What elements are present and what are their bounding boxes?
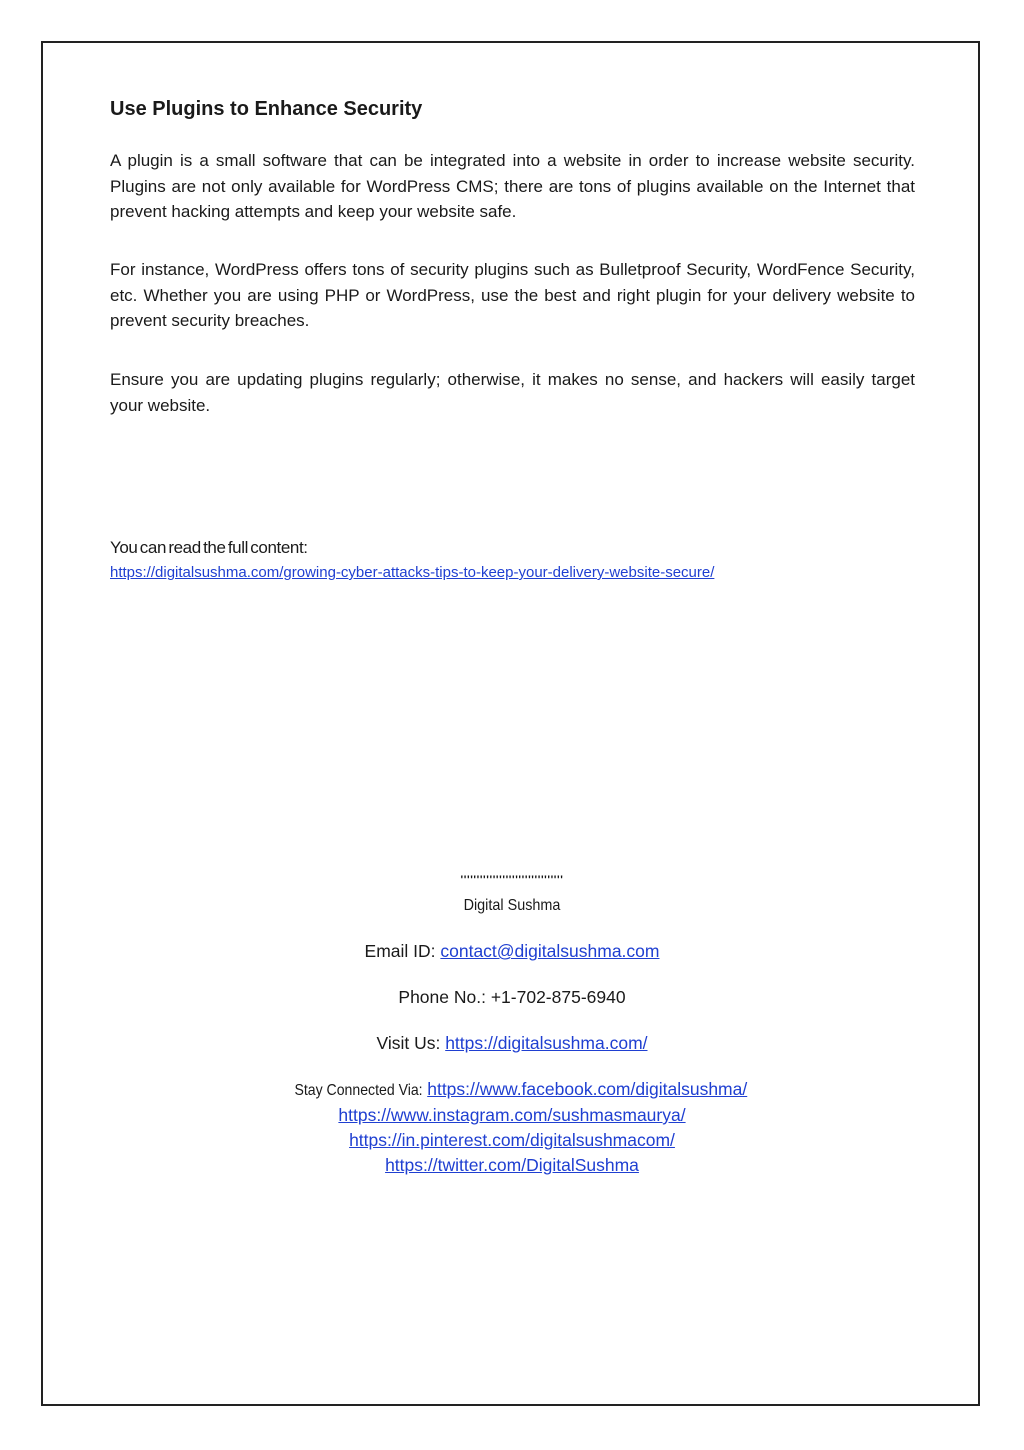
twitter-link[interactable]: https://twitter.com/DigitalSushma [385, 1155, 639, 1175]
pinterest-link[interactable]: https://in.pinterest.com/digitalsushmacom/ [349, 1130, 675, 1150]
full-article-link[interactable]: https://digitalsushma.com/growing-cyber-attacks-tips-to-keep-your-delivery-website-secure/ [110, 564, 715, 581]
brand-name: Digital Sushma [463, 897, 561, 914]
page-border [41, 41, 980, 1406]
email-line [0, 939, 1024, 964]
section-title: Use Plugins to Enhance Security [110, 98, 423, 120]
facebook-link[interactable]: https://www.facebook.com/digitalsushma/ [427, 1079, 748, 1099]
paragraph-wordpress-plugins: For instance, WordPress offers tons of security plugins such as Bulletproof Security, WordFence Security, etc. Whether you are using PHP or WordPress, use the best and right plugin for your delivery website to prevent security breaches. [110, 260, 915, 330]
social-links [0, 1077, 1024, 1178]
visit-label: Visit Us: [376, 1033, 441, 1053]
instagram-link[interactable]: https://www.instagram.com/sushmasmaurya/ [338, 1105, 686, 1125]
email-label: Email ID: [364, 941, 436, 961]
paragraph-update-plugins: Ensure you are updating plugins regularly; otherwise, it makes no sense, and hackers will easily target your website. [110, 370, 915, 415]
contact-footer [0, 872, 1024, 1178]
read-more-label: You can read the full content: [110, 538, 308, 557]
paragraph-intro: A plugin is a small software that can be integrated into a website in order to increase website security. Plugins are not only available for WordPress CMS; there are tons of plugins available on the Internet that prevent hacking attempts and keep your website safe. [110, 151, 915, 221]
phone-label: Phone No.: [398, 987, 486, 1007]
social-label: Stay Connected Via: [294, 1082, 423, 1099]
email-link[interactable]: contact@digitalsushma.com [440, 941, 660, 961]
website-link[interactable]: https://digitalsushma.com/ [445, 1033, 648, 1053]
facebook-line [0, 1077, 1024, 1103]
phone-line [0, 985, 1024, 1010]
phone-number: +1-702-875-6940 [490, 987, 626, 1007]
visit-line [0, 1031, 1024, 1056]
footer-divider: '''''''''''''''''''''''''''''''' [460, 874, 564, 886]
read-more-block [110, 536, 915, 584]
